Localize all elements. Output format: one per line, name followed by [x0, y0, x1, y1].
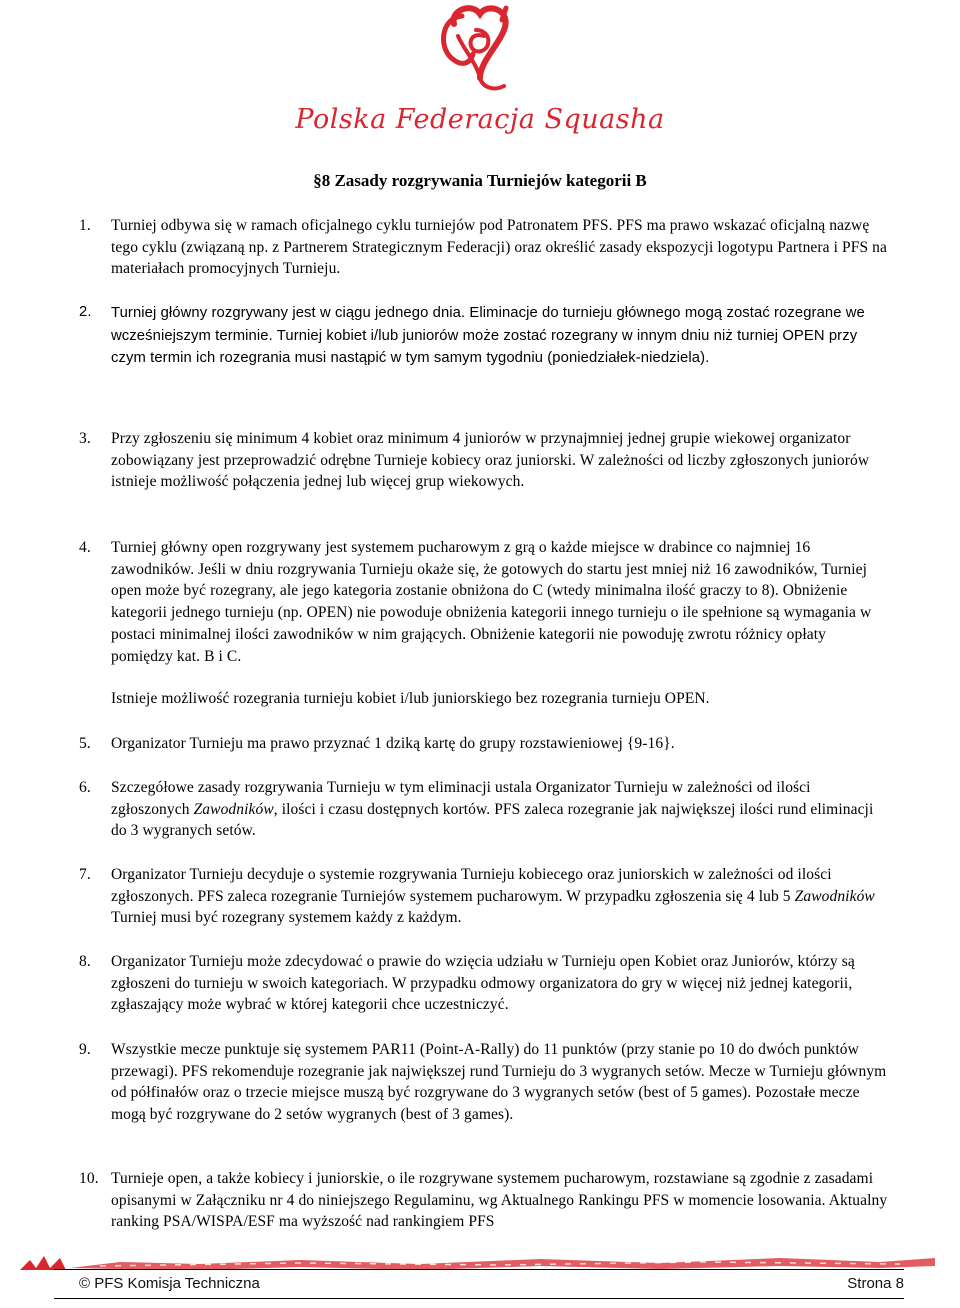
rule-text: Organizator Turnieju ma prawo przyznać 1 dziką kartę do grupy rozstawieniowej {9-16}. [111, 735, 675, 752]
rule-item-6 [79, 777, 891, 842]
rule-number: 1. [79, 217, 91, 234]
rule-item-3 [79, 428, 891, 493]
rule-item-1 [79, 215, 891, 280]
rule-text: Istnieje możliwość rozegrania turnieju kobiet i/lub juniorskiego bez rozegrania turnieju OPEN. [111, 690, 710, 707]
rule-number: 4. [79, 539, 91, 556]
rule-text: Turniej odbywa się w ramach oficjalnego cyklu turniejów pod Patronatem PFS. PFS ma prawo wskazać oficjalną nazwę tego cyklu (związaną np. z Partnerem Strategicznym Federacji) oraz określić zasady ekspozycji logotypu Partnera i PFS na materiałach promocyjnych Turnieju. [111, 217, 887, 278]
rule-number: 10. [79, 1170, 99, 1187]
rule-text: Turnieje open, a także kobiecy i juniorskie, o ile rozgrywane systemem pucharowym, rozstawiane są zgodnie z zasadami opisanymi w Załączniku nr 4 do niniejszego Regulaminu, wg Aktualnego Rankingu PFS w momencie losowania. Aktualny ranking PSA/WISPA/ESF ma wyższość nad rankingiem PFS [111, 1170, 888, 1231]
rule-number: 9. [79, 1041, 91, 1058]
rule-number: 5. [79, 735, 91, 752]
rule-item-7 [79, 864, 891, 929]
rule-text: Organizator Turnieju może zdecydować o prawie do wzięcia udziału w Turnieju open Kobiet oraz Juniorów, którzy są zgłoszeni do turnieju w swoich kategoriach. W przypadku odmowy organizatora do gry w więcej niż jednej kategorii, zgłaszający może wybrać w której kategorii chce uczestniczyć. [111, 953, 855, 1014]
rule-text-continued: Turniej musi być rozegrany systemem każdy z każdym. [111, 909, 462, 927]
page-label: Strona [847, 1275, 896, 1292]
rule-text: Turniej główny open rozgrywany jest systemem pucharowym z grą o każde miejsce w drabince co najmniej 16 zawodników. Jeśli w dniu rozgrywania Turnieju okaże się, że gotowych do startu jest mniej niż 16 zawodników, Turniej open może być rozegrany, ale jego kategoria zostanie obniżona do C (wtedy minimalna ilość graczy to 8). Obniżenie kategorii jednego turnieju (np. OPEN) nie powoduje obniżenia kategorii innego turnieju o ile spełnione są wymagania w postaci minimalnej ilości zawodników w nim grających. Obniżenie kategorii nie powoduję zwrotu różnicy opłaty pomiędzy kat. B i C. [111, 539, 872, 665]
rule-text: Szczegółowe zasady rozgrywania Turnieju w tym eliminacji ustala Organizator Turnieju w zależności od ilości zgłoszonych [111, 779, 811, 818]
rule-text: Wszystkie mecze punktuje się systemem PAR11 (Point-A-Rally) do 11 punktów (przy stanie po 10 do dwóch punktów przewagi). PFS rekomenduje rozegranie jak największej rund Turnieju do 3 wygranych setów. Mecze w Turnieju głównym od półfinałów oraz o trzecie miejsce muszą być rozgrywane do 3 wygranych setów (best of 5 games). Pozostałe mecze mogą być rozgrywane do 2 setów wygranych (best of 3 games). [111, 1041, 887, 1124]
rule-item-9 [79, 1039, 891, 1126]
rule-item-5 [79, 733, 891, 755]
rule-note [111, 688, 891, 710]
squash-ribbon-logo-icon [380, 0, 580, 110]
rule-text: Turniej główny rozgrywany jest w ciągu jednego dnia. Eliminacje do turnieju głównego mogą zostać rozegrane we wcześniejszym terminie. [111, 305, 865, 344]
rule-item-4 [79, 537, 891, 667]
rule-item-2 [79, 302, 891, 370]
rule-number: 7. [79, 866, 91, 883]
page-footer [54, 1269, 904, 1299]
footer-copyright: © PFS Komisja Techniczna [79, 1275, 260, 1292]
footer-page-number [847, 1275, 904, 1292]
rule-number: 2. [79, 304, 92, 320]
rule-emphasis: Zawodników [193, 800, 274, 818]
page-heading: §8 Zasady rozgrywania Turniejów kategorii B [313, 171, 647, 190]
rule-text: Organizator Turnieju decyduje o systemie rozgrywania Turnieju kobiecego oraz juniorskich w zależności od ilości zgłoszonych. PFS zaleca rozegranie Turniejów systemem pucharowym. W przypadku zgłoszenia się 4 lub 5 [111, 866, 832, 905]
logo-text: Polska Federacja Squasha [295, 104, 665, 135]
rule-item-10 [79, 1168, 891, 1233]
rule-number: 6. [79, 779, 91, 796]
rule-text-continued: Turniej kobiet i/lub juniorów może zostać rozegrany w innym dniu niż turniej OPEN przy czym termin ich rozegrania musi nastąpić w tym samym tygodniu (poniedziałek-niedziela). [111, 327, 858, 367]
rule-item-8 [79, 951, 891, 1016]
rule-emphasis: Zawodników [794, 887, 875, 905]
rule-number: 8. [79, 953, 91, 970]
federation-logo [0, 0, 960, 150]
page-number: 8 [895, 1275, 904, 1292]
rule-number: 3. [79, 430, 91, 447]
rule-text-continued: , ilości i czasu dostępnych kortów. PFS zaleca rozegranie jak największej ilości rund eliminacji do 3 wygranych setów. [111, 800, 874, 840]
rule-text: Przy zgłoszeniu się minimum 4 kobiet oraz minimum 4 juniorów w przynajmniej jednej grupie wiekowej organizator zobowiązany jest przeprowadzić odrębne Turnieje kobiecy oraz juniorski. W zależności od liczby zgłoszonych juniorów istnieje możliwość połączenia jednej lub więcej grup wiekowych. [111, 430, 870, 491]
